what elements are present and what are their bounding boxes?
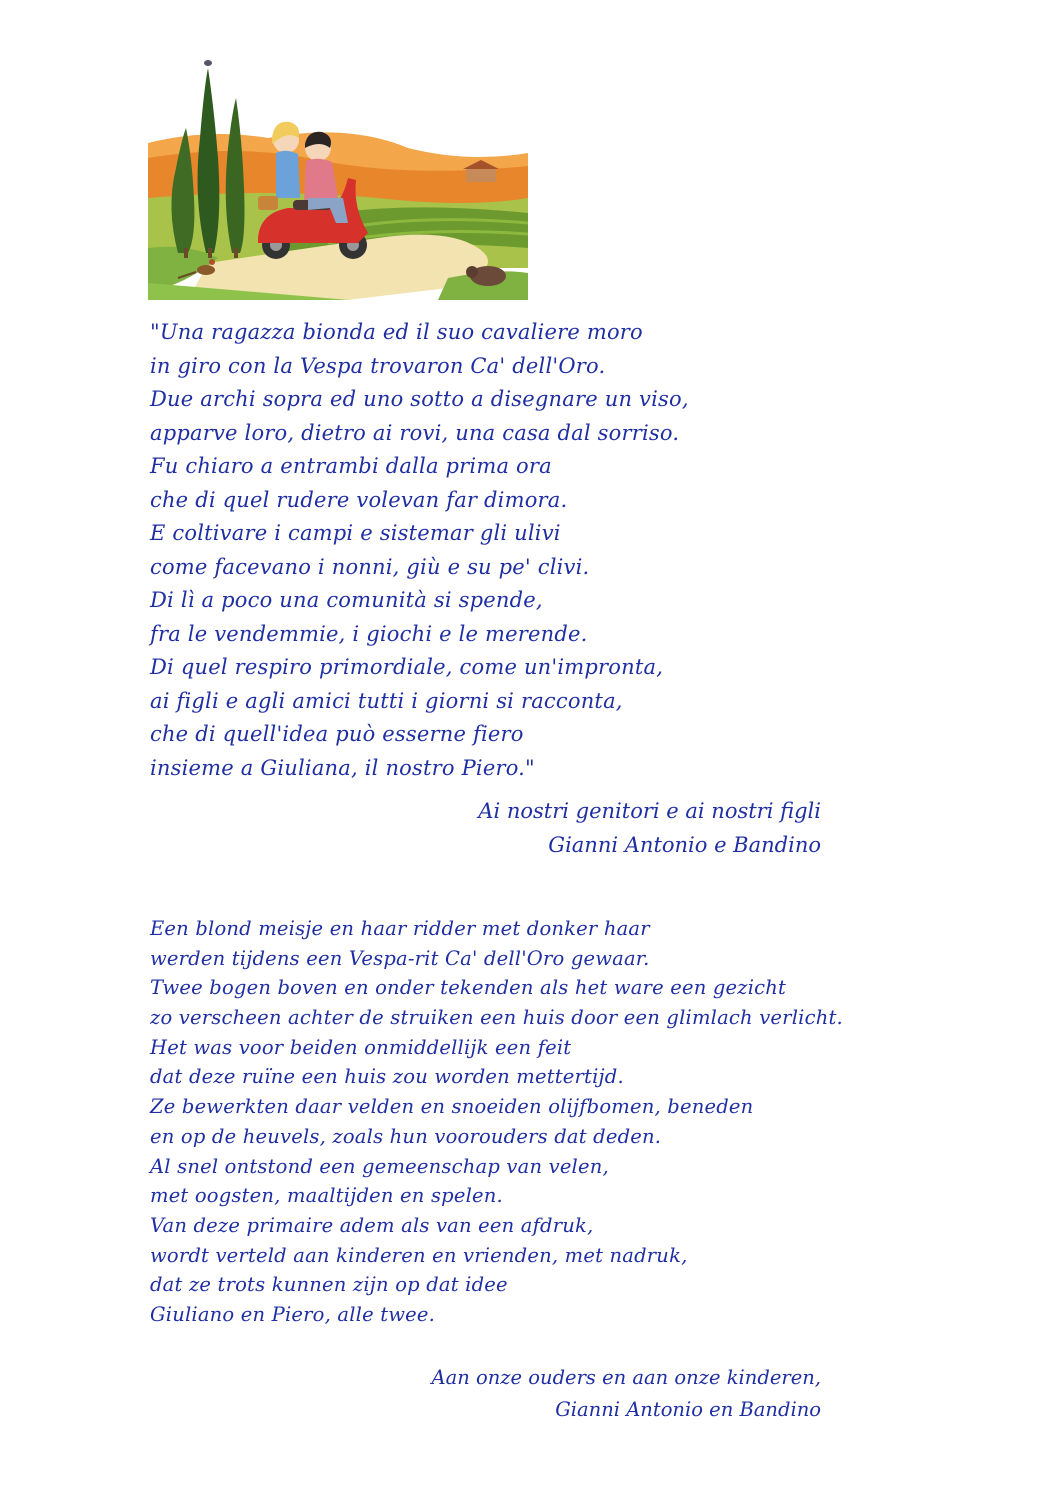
cypress-trees-icon [171, 68, 244, 258]
poem-line: Due archi sopra ed uno sotto a disegnare un viso, [150, 387, 689, 411]
poem-line: fra le vendemmie, i giochi e le merende. [150, 621, 588, 646]
poem-line: Di lì a poco una comunità si spende, [150, 588, 543, 612]
dedication-italian [478, 794, 821, 862]
poem-line: werden tijdens een Vespa-rit Ca' dell'Oro gewaar. [150, 946, 650, 970]
poem-line: che di quell'idea può esserne fiero [150, 722, 524, 746]
poem-line: Een blond meisje en haar ridder met donker haar [150, 917, 650, 940]
poem-line: Al snel ontstond een gemeenschap van velen, [150, 1154, 609, 1178]
poem-line: ai figli e agli amici tutti i giorni si racconta, [150, 688, 623, 713]
poem-line: che di quel rudere volevan far dimora. [150, 487, 568, 512]
poem-line: met oogsten, maaltijden en spelen. [150, 1184, 503, 1208]
poem-line: Twee bogen boven en onder tekenden als het ware een gezicht [150, 976, 787, 1000]
poem-line: insieme a Giuliana, il nostro Piero." [150, 755, 535, 780]
poem-line: wordt verteld aan kinderen en vrienden, met nadruk, [150, 1243, 688, 1267]
dedication-line: Aan onze ouders en aan onze kinderen, [431, 1366, 821, 1389]
poem-line: Van deze primaire adem als van een afdruk, [150, 1213, 594, 1237]
dedication-signature: Gianni Antonio e Bandino [548, 833, 821, 857]
dedication-dutch [432, 1362, 822, 1426]
poem-line: Di quel respiro primordiale, come un'impronta, [150, 655, 664, 679]
poem-line: Ze bewerkten daar velden en snoeiden olijfbomen, beneden [150, 1095, 754, 1119]
poem-line: apparve loro, dietro ai rovi, una casa dal sorriso. [150, 420, 680, 445]
poem-line: E coltivare i campi e sistemar gli ulivi [150, 521, 561, 545]
poem-line: "Una ragazza bionda ed il suo cavaliere moro [150, 320, 643, 344]
poem-line: dat deze ruïne een huis zou worden mettertijd. [150, 1065, 624, 1089]
dedication-line: Ai nostri genitori e ai nostri figli [478, 799, 821, 823]
vespa-couple-tuscany-illustration-icon [148, 48, 528, 300]
poem-line: en op de heuvels, zoals hun voorouders dat deden. [150, 1124, 662, 1148]
poem-line: Het was voor beiden onmiddellijk een feit [150, 1035, 572, 1059]
poem-line: Giuliano en Piero, alle twee. [150, 1302, 436, 1326]
dedication-signature: Gianni Antonio en Bandino [555, 1398, 821, 1421]
bird-icon [204, 60, 212, 66]
poem-line: Fu chiaro a entrambi dalla prima ora [150, 454, 552, 478]
poem-line: come facevano i nonni, giù e su pe' clivi. [150, 554, 590, 579]
poem-dutch [150, 914, 843, 1330]
poem-line: in giro con la Vespa trovaron Ca' dell'Oro. [150, 353, 606, 378]
poem-italian [150, 316, 689, 785]
poem-line: dat ze trots kunnen zijn op dat idee [150, 1273, 508, 1297]
poem-line: zo verscheen achter de struiken een huis door een glimlach verlicht. [150, 1006, 843, 1030]
